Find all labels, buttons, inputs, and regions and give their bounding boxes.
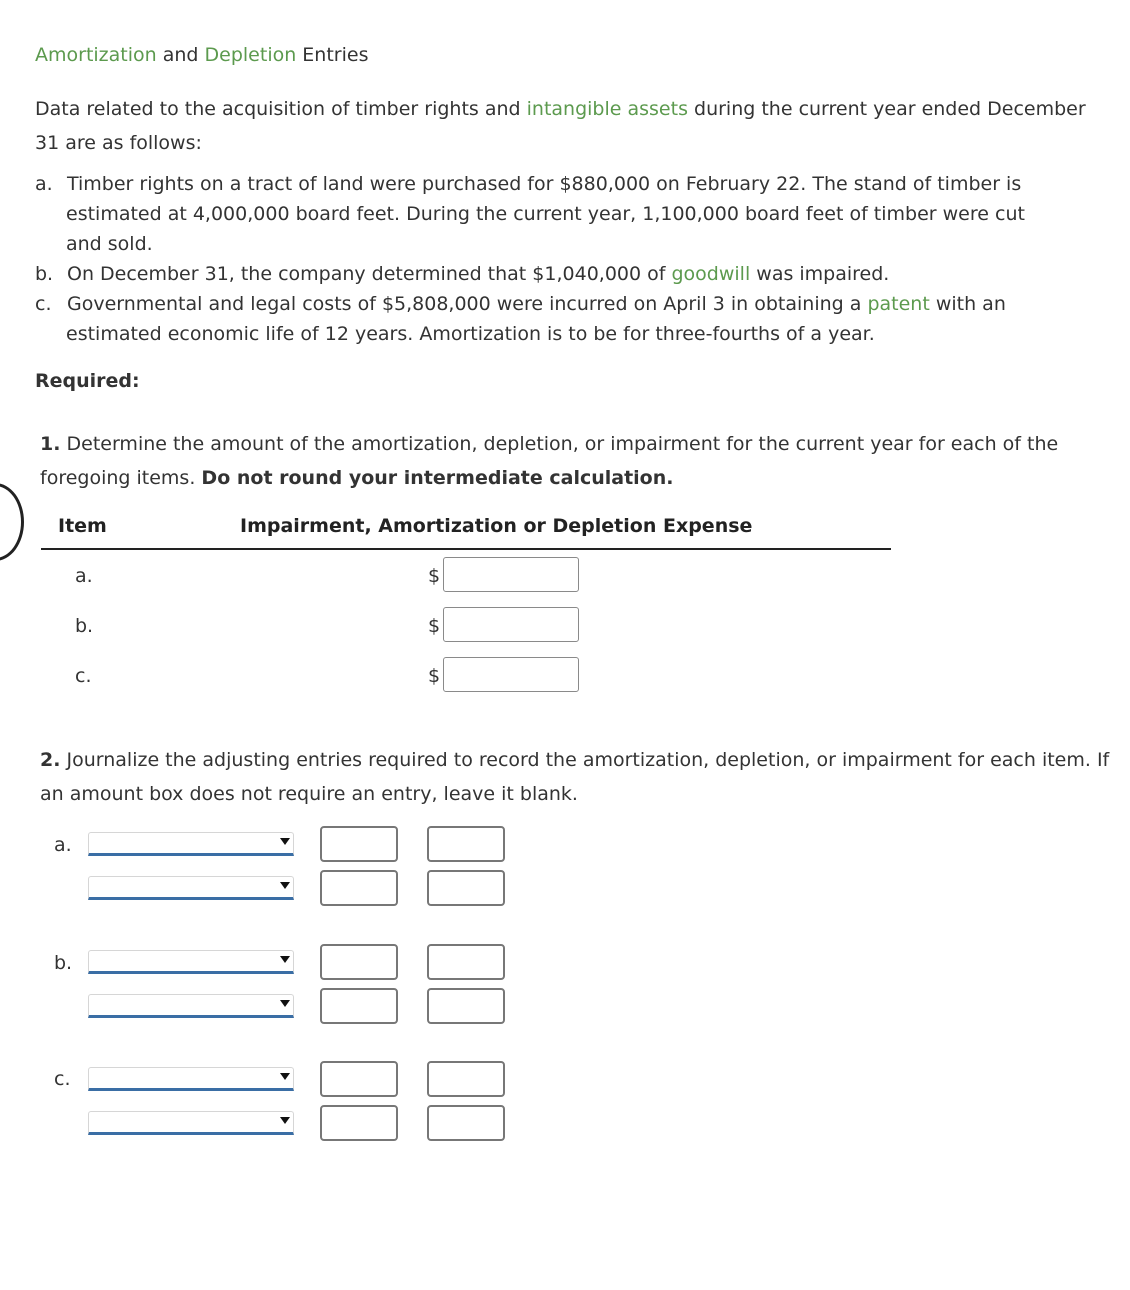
currency-symbol: $ bbox=[428, 665, 441, 687]
dropdown-arrow-icon bbox=[280, 1073, 290, 1080]
expense-input-a[interactable] bbox=[443, 557, 579, 592]
credit-input-c2[interactable] bbox=[427, 1105, 505, 1141]
currency-symbol: $ bbox=[428, 565, 441, 587]
item-c-text2: with an bbox=[929, 293, 1006, 315]
item-c-line2: estimated economic life of 12 years. Amortization is to be for three-fourths of a year. bbox=[66, 323, 875, 345]
table-row-label-b: b. bbox=[75, 615, 94, 637]
intangible-assets-link[interactable]: intangible assets bbox=[526, 98, 688, 120]
question-2-text: Journalize the adjusting entries required to record the amortization, depletion, or impairment for each item. If an amount box does not require an entry, leave it blank. bbox=[40, 749, 1110, 805]
amortization-link[interactable]: Amortization bbox=[35, 44, 157, 66]
intro-paragraph bbox=[35, 92, 1095, 160]
page-title bbox=[35, 43, 368, 67]
table-row-label-a: a. bbox=[75, 565, 93, 587]
required-label: Required: bbox=[35, 370, 140, 392]
depletion-link[interactable]: Depletion bbox=[204, 44, 297, 66]
credit-input-a2[interactable] bbox=[427, 870, 505, 906]
item-c-text1: Governmental and legal costs of $5,808,000 were incurred on April 3 in obtaining a bbox=[67, 293, 868, 315]
account-select-a1[interactable] bbox=[88, 832, 294, 856]
item-c bbox=[35, 289, 1006, 319]
item-a-line2: estimated at 4,000,000 board feet. During the current year, 1,100,000 board feet of timber were cut bbox=[66, 203, 1025, 225]
item-b-letter: b. bbox=[35, 263, 54, 285]
debit-input-b2[interactable] bbox=[320, 988, 398, 1024]
item-a-line3: and sold. bbox=[66, 233, 153, 255]
progress-marker-icon bbox=[0, 483, 24, 561]
debit-input-c1[interactable] bbox=[320, 1061, 398, 1097]
debit-input-c2[interactable] bbox=[320, 1105, 398, 1141]
expense-input-c[interactable] bbox=[443, 657, 579, 692]
account-select-a2[interactable] bbox=[88, 876, 294, 900]
item-a-letter: a. bbox=[35, 173, 53, 195]
currency-symbol: $ bbox=[428, 615, 441, 637]
intro-text-1: Data related to the acquisition of timber rights and bbox=[35, 98, 527, 120]
journal-label-b: b. bbox=[54, 952, 73, 974]
debit-input-b1[interactable] bbox=[320, 944, 398, 980]
item-a bbox=[35, 169, 1021, 199]
expense-input-b[interactable] bbox=[443, 607, 579, 642]
item-c-letter: c. bbox=[35, 293, 52, 315]
goodwill-link[interactable]: goodwill bbox=[671, 263, 751, 285]
account-select-c2[interactable] bbox=[88, 1111, 294, 1135]
dropdown-arrow-icon bbox=[280, 1117, 290, 1124]
table-header-item: Item bbox=[58, 515, 107, 537]
dropdown-arrow-icon bbox=[280, 956, 290, 963]
account-select-b2[interactable] bbox=[88, 994, 294, 1018]
table-row-label-c: c. bbox=[75, 665, 92, 687]
item-b-text1: On December 31, the company determined that $1,040,000 of bbox=[67, 263, 672, 285]
patent-link[interactable]: patent bbox=[867, 293, 930, 315]
question-2 bbox=[40, 743, 1110, 811]
debit-input-a1[interactable] bbox=[320, 826, 398, 862]
question-2-number: 2. bbox=[40, 749, 61, 771]
title-entries: Entries bbox=[296, 44, 369, 66]
dropdown-arrow-icon bbox=[280, 838, 290, 845]
credit-input-b1[interactable] bbox=[427, 944, 505, 980]
item-b-text2: was impaired. bbox=[750, 263, 890, 285]
question-1-text: Determine the amount of the amortization, depletion, or impairment for the current year for each of the foregoing items. bbox=[40, 433, 1059, 489]
journal-label-a: a. bbox=[54, 834, 72, 856]
table-header-divider bbox=[41, 548, 891, 550]
question-1-number: 1. bbox=[40, 433, 61, 455]
dropdown-arrow-icon bbox=[280, 882, 290, 889]
item-b bbox=[35, 259, 889, 289]
account-select-b1[interactable] bbox=[88, 950, 294, 974]
title-and: and bbox=[156, 44, 205, 66]
account-select-c1[interactable] bbox=[88, 1067, 294, 1091]
question-1-instruction: Do not round your intermediate calculation. bbox=[201, 467, 674, 489]
item-a-line1: Timber rights on a tract of land were purchased for $880,000 on February 22. The stand of timber is bbox=[67, 173, 1022, 195]
debit-input-a2[interactable] bbox=[320, 870, 398, 906]
credit-input-a1[interactable] bbox=[427, 826, 505, 862]
question-1 bbox=[40, 427, 1110, 495]
table-header-expense: Impairment, Amortization or Depletion Expense bbox=[240, 515, 753, 537]
dropdown-arrow-icon bbox=[280, 1000, 290, 1007]
credit-input-c1[interactable] bbox=[427, 1061, 505, 1097]
credit-input-b2[interactable] bbox=[427, 988, 505, 1024]
intro-text-2: during the current year ended December 31 are as follows: bbox=[35, 98, 1086, 154]
journal-label-c: c. bbox=[54, 1068, 71, 1090]
